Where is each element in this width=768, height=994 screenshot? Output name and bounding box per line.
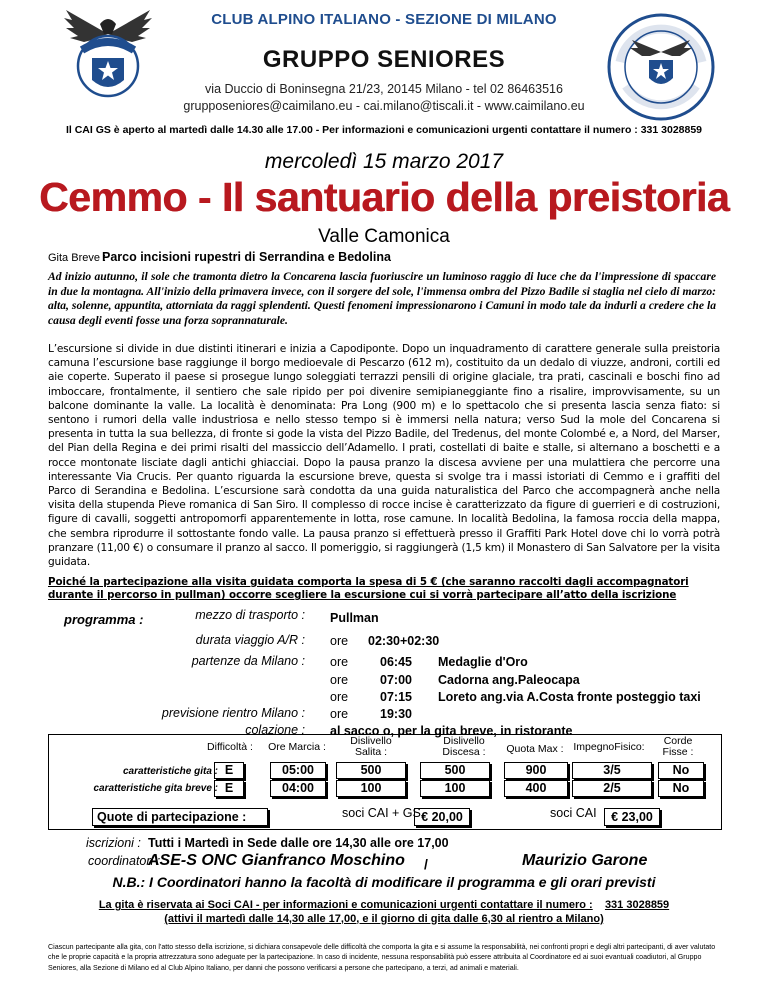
description-paragraph: L’escursione si divide in due distinti itinerari e inizia a Capodiponte. Dopo un inquadramento di carattere generale sulla preistoria camuna l’escursione base raggiunge il borgo medioevale di Pescarzo (612 m), costituito da un dedalo di viuzze, androni, cortili ed aie coperte. Superato il paese si prosegue lungo soleggiati terrazzi pensili di origine glaciale, tra prati, cascinali e boschi fino ad imboccare, frontalmente, il sentiero che sale ripido per poi divenire semipianeggiante fino a risalire, improvvisamente, su un balcone dominante la valle. La località è denominata: Pra Long (900 m) e lo spettacolo che si presenta lascia senza fiato: si sentono i rumori della valle industriosa e nello stesso tempo si è immersi nella natura; verso Sud la mole del Concarena si presenta in tutta la sua bellezza, di fronte si gode la vista del Pizzo Badile, del Tredenus, del monte Colombé e, a Nord, del Marser, del Pian della Regina e dei primi risalti del massiccio dell’Adamello. I prati, costellati di baite e stalle, si alternano a boschetti e a rocce montonate lisciate dagli antichi ghiacciai. Dopo la pausa pranzo la discesa avviene per una mulattiera che percorre una interessante Via Crucis. Per quanto riguarda la escursione breve, questa si svolge tra i massi istoriati di Cemmo e i graffiti del Parco di Serandina e Bedolina. L’escursione sarà condotta da una guida naturalistica del Parco che accompagnerà anche nella visita della stupenda Pieve romanica di San Siro. Il complesso di rocce incise è caratterizzato da figure di guerrieri e di costruzioni, figure di cavalli, soggetti antropomorfi apparentemente in lotta, rose camune. In località Bedolina, la famosa roccia della mappa, che sembra riprodurre il sottostante fondo valle. La pausa pranzo si effettuerà presso il Graffiti Park Hotel dove chi lo vorrà potrà pranzare (11,00 €) o consumare il pranzo al sacco. Il pomeriggio, si raggiungerà (1,5 km) il Monastero di San Salvatore per la visita guidata. — [48, 343, 720, 569]
short-trip-label: Gita Breve : — [48, 252, 107, 264]
warning-notice: Poiché la partecipazione alla visita guidata comporta la spesa di 5 € (che saranno raccolti dagli accompagnatori durante il percorso in pullman) occorre scegliere la escursione cui si vorrà partecipare all’atto della iscrizione — [48, 576, 689, 602]
row-label-main: caratteristiche gita : — [122, 766, 218, 777]
lunch-value: al sacco o, per la gita breve, in ristorante — [330, 724, 573, 738]
event-title: Cemmo - Il santuario della preistoria — [38, 174, 730, 220]
group-name: GRUPPO SENIORES — [262, 46, 506, 73]
difficulty-header: Difficoltà : — [207, 741, 253, 753]
ropes-header: Corde Fisse : — [662, 735, 694, 758]
address: via Duccio di Boninsegna 21/23, 20145 Milano - tel 02 86463516 — [205, 82, 563, 96]
event-date: mercoledì 15 marzo 2017 — [264, 150, 504, 173]
effort-cell: 2/5 — [572, 780, 652, 797]
duration-label: durata viaggio A/R : — [195, 633, 305, 647]
max-alt-cell: 400 — [504, 780, 568, 797]
return-value: 19:30 — [380, 707, 412, 721]
walk-time-cell: 04:00 — [270, 780, 326, 797]
ore-label: ore — [330, 634, 349, 648]
programma-label: programma : — [64, 612, 144, 627]
effort-header: ImpegnoFisico: — [573, 741, 645, 753]
ore-label: ore — [330, 707, 349, 721]
departure-place: Medaglie d'Oro — [438, 655, 528, 669]
ascent-cell: 500 — [336, 762, 406, 779]
event-subtitle: Valle Camonica — [318, 226, 450, 247]
descent-header: Dislivello Discesa : — [442, 735, 486, 758]
contact-emails: grupposeniores@caimilano.eu - cai.milano@tiscali.it - www.caimilano.eu — [183, 99, 585, 113]
difficulty-cell: E — [214, 780, 244, 797]
reserved-line-1: La gita è riservata ai Soci CAI - per informazioni e comunicazioni urgenti contattare il numero : — [98, 899, 593, 911]
coordinator-2: Maurizio Garone — [522, 852, 648, 869]
coordinator-separator: / — [424, 856, 428, 872]
ore-label: ore — [330, 690, 349, 704]
quote-cai-gs-value: € 20,00 — [414, 808, 470, 826]
departure-time: 07:15 — [380, 690, 412, 704]
ascent-cell: 100 — [336, 780, 406, 797]
transport-value: Pullman — [330, 611, 379, 625]
max-alt-cell: 900 — [504, 762, 568, 779]
ore-label: ore — [330, 655, 349, 669]
lunch-label: colazione : — [245, 723, 305, 737]
difficulty-cell: E — [214, 762, 244, 779]
quote-cai-label: soci CAI — [550, 806, 597, 820]
transport-label: mezzo di trasporto : — [195, 608, 305, 622]
descent-cell: 100 — [420, 780, 490, 797]
return-label: previsione rientro Milano : — [161, 706, 305, 720]
walk-time-header: Ore Marcia : — [268, 741, 326, 753]
short-trip-value: Parco incisioni rupestri di Serrandina e Bedolina — [102, 250, 391, 264]
quote-cai-gs-label: soci CAI + GS — [342, 806, 421, 820]
reserved-note — [0, 899, 768, 926]
departure-place: Loreto ang.via A.Costa fronte posteggio taxi — [438, 690, 701, 704]
max-alt-header: Quota Max : — [506, 743, 564, 755]
departure-time: 06:45 — [380, 655, 412, 669]
intro-paragraph: Ad inizio autunno, il sole che tramonta dietro la Concarena lascia fuoriuscire un luminoso raggio di luce che da l'impressione di spaccare in due la montagna. All'inizio della primavera invece, con il sorgere del sole, l'immensa ombra del Pizzo Badile si staglia nel cielo di marzo: alta, solenne, appuntita, attorniata da raggi splendenti. Questi fenomeni impressionarono i Camuni in modo tale da indurli a credere che la causa degli eventi fosse una forza soprannaturale. — [48, 270, 716, 327]
quote-cai-value: € 23,00 — [604, 808, 660, 826]
disclaimer: Ciascun partecipante alla gita, con l'atto stesso della iscrizione, si dichiara consapevole delle difficoltà che comporta la gita e si assume la responsabilità, nei confronti propri e degli altri partecipanti, di aver valutato che le proprie capacità e la propria attrezzatura sono adeguate per la partecipazione. In caso di incidente, nessuna responsabilità può essere attribuita al Coordinatore ed ai suoi evantuali coadiutori, al Gruppo Seniores, alla Sezione di Milano ed al Club Alpino Italiano, per danni che possono verificarsi a persone che partecipano, a terzi, ad animali e materiali. — [48, 943, 716, 972]
descent-cell: 500 — [420, 762, 490, 779]
quote-label: Quote di partecipazione : — [92, 808, 268, 826]
reserved-line-2: (attivi il martedì dalle 14,30 alle 17,00, e il giorno di gita dalle 6,30 al rientro a Milano) — [164, 912, 604, 925]
row-label-short: caratteristiche gita breve : — [93, 783, 218, 794]
coordinator-1: ASE-S ONC Gianfranco Moschino — [148, 852, 405, 869]
departure-time: 07:00 — [380, 673, 412, 687]
club-name: CLUB ALPINO ITALIANO - SEZIONE DI MILANO — [211, 11, 557, 28]
opening-hours-note: Il CAI GS è aperto al martedì dalle 14.30 alle 17.00 - Per informazioni e comunicazioni urgenti contattare il numero : 331 3028859 — [65, 124, 703, 136]
ropes-cell: No — [658, 762, 704, 779]
effort-cell: 3/5 — [572, 762, 652, 779]
ascent-header: Dislivello Salita : — [350, 735, 392, 758]
ropes-cell: No — [658, 780, 704, 797]
reserved-phone: 331 3028859 — [604, 899, 670, 911]
walk-time-cell: 05:00 — [270, 762, 326, 779]
ore-label: ore — [330, 673, 349, 687]
duration-value: 02:30+02:30 — [368, 634, 440, 648]
registration-label: iscrizioni : — [86, 836, 141, 850]
departure-label: partenze da Milano : — [191, 654, 305, 668]
coordinators-label: coordinatori : — [88, 854, 161, 868]
nb-note: N.B.: I Coordinatori hanno la facoltà di modificare il programma e gli orari previsti — [112, 874, 656, 890]
registration-value: Tutti i Martedì in Sede dalle ore 14,30 alle ore 17,00 — [148, 836, 449, 850]
departure-place: Cadorna ang.Paleocapa — [438, 673, 580, 687]
